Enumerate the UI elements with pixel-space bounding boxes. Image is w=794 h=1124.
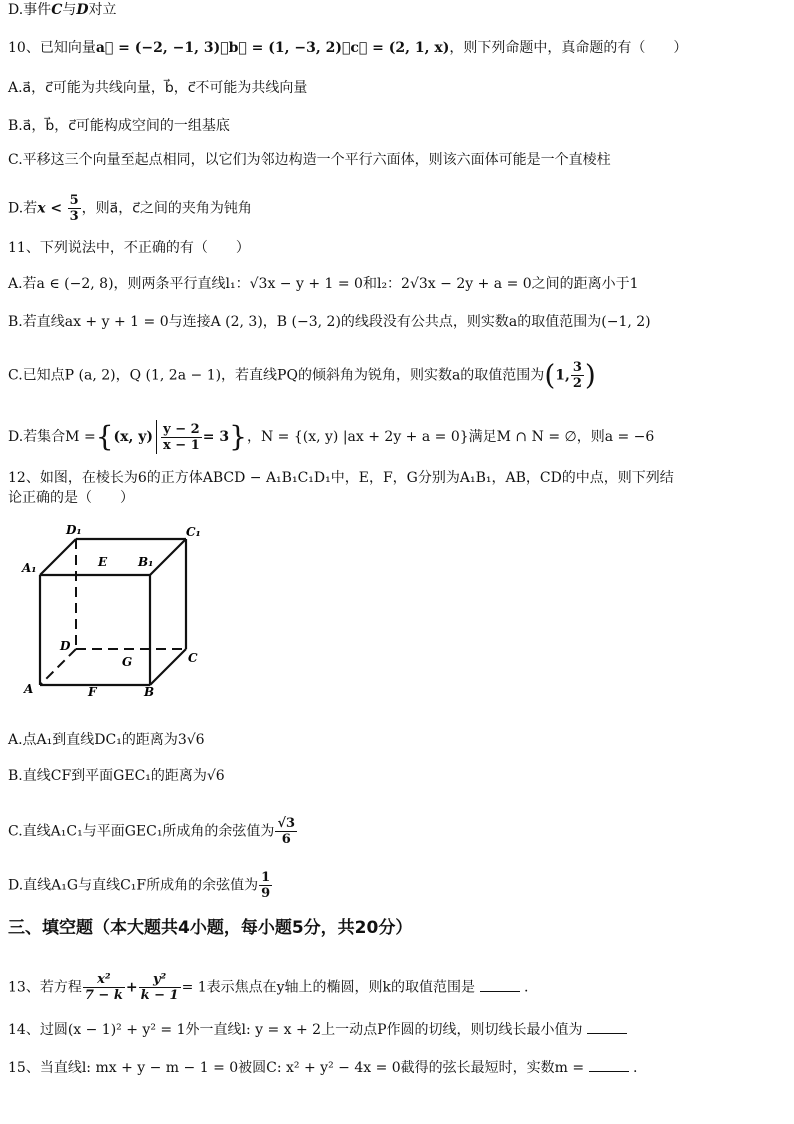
q15-text: 15、当直线l: mx + y − m − 1 = 0被圆C: x² + y² − 4x = 0截得的弦长最短时，实数m =: [8, 1060, 585, 1076]
label-e: E: [98, 555, 108, 569]
q13-prefix: 13、若方程: [8, 979, 82, 996]
label-c1: C₁: [186, 525, 201, 539]
q11c-fraction: [571, 360, 584, 391]
q12-option-b: B.直线CF到平面GEC₁的距离为√6: [8, 768, 225, 784]
q11d-eq: = 3: [202, 429, 230, 445]
q11d-set: (x, y): [113, 429, 154, 445]
q12-stem-line1: 12、如图，在棱长为6的正方体ABCD − A₁B₁C₁D₁中，E，F，G分别为A₁B₁，AB，CD的中点，则下列结: [8, 470, 674, 486]
q11-option-d: D.若集合M ={(x, y) $\frac{y - 2}{x - 1}$ = 3}，N = {(x, y) |ax + 2y + a = 0}满足M ∩ N = ∅，则a = −6: [8, 420, 655, 453]
q15-end: .: [633, 1060, 638, 1076]
label-d1: D₁: [66, 523, 82, 537]
q9d-mid: 与: [62, 2, 77, 18]
q13-d1: 7 − k: [84, 988, 123, 1003]
q11c-prefix: C.已知点P (a, 2)，Q (1, 2a − 1)，若直线PQ的倾斜角为锐角，则实数a的取值范围为: [8, 367, 545, 384]
q10-option-b: B.a⃗，b⃗，c⃗可能构成空间的一组基底: [8, 118, 230, 134]
q11d-fraction: [161, 422, 202, 453]
q9-option-d: [8, 0, 116, 20]
q13-frac2: [139, 972, 181, 1003]
q12c-prefix: C.直线A₁C₁与平面GEC₁所成角的余弦值为: [8, 823, 275, 840]
q12c-den: 6: [281, 832, 291, 847]
cube-figure: [10, 518, 210, 703]
q10-option-c: C.平移这三个向量至起点相同，以它们为邻边构造一个平行六面体，则该六面体可能是一个直棱柱: [8, 152, 611, 168]
q13-n1: x²: [83, 972, 125, 988]
q11c-den: 2: [572, 376, 582, 391]
q10d-num: 5: [69, 193, 79, 208]
q11-option-b: B.若直线ax + y + 1 = 0与连接A (2, 3)，B (−3, 2)的线段没有公共点，则实数a的取值范围为(−1, 2): [8, 314, 651, 330]
q9d-prefix: D.事件: [8, 2, 52, 18]
section-3-heading: 三、填空题（本大题共4小题，每小题5分，共20分）: [8, 918, 413, 938]
q12d-fraction: [259, 870, 272, 901]
label-d: D: [60, 639, 71, 653]
q12-option-d: [8, 870, 273, 901]
q10-option-a: A.a⃗，c⃗可能为共线向量，b⃗，c⃗不可能为共线向量: [8, 80, 308, 96]
q13-post: = 1表示焦点在y轴上的椭圆，则k的取值范围是: [181, 979, 476, 996]
q10d-post: ，则a⃗，c⃗之间的夹角为钝角: [81, 200, 252, 217]
q15-answer-blank[interactable]: [589, 1059, 629, 1072]
q13-plus: +: [125, 979, 138, 996]
q9d-suffix: 对立: [88, 2, 117, 18]
q13-end: .: [523, 979, 529, 996]
q10d-fraction: [68, 193, 81, 224]
label-b: B: [144, 685, 155, 699]
q10d-prefix: D.若: [8, 200, 38, 217]
q12d-prefix: D.直线A₁G与直线C₁F所成角的余弦值为: [8, 877, 259, 894]
q10-option-d: [8, 193, 252, 224]
q9d-event-d: D: [76, 2, 89, 18]
label-c: C: [188, 651, 198, 665]
label-g: G: [122, 655, 133, 669]
q11-stem: 11、下列说法中，不正确的有（ ）: [8, 240, 250, 256]
q12-option-c: [8, 816, 298, 847]
q14: [8, 1020, 627, 1040]
q12c-fraction: [275, 816, 297, 847]
q13-n2: y²: [139, 972, 181, 988]
q13-d2: k − 1: [140, 988, 179, 1003]
q12-option-a: A.点A₁到直线DC₁的距离为3√6: [8, 732, 205, 748]
q11-option-a: A.若a ∈ (−2, 8)，则两条平行直线l₁：√3x − y + 1 = 0和l₂：2√3x − 2y + a = 0之间的距离小于1: [8, 276, 639, 292]
q12c-num: √3: [277, 816, 296, 831]
q15: [8, 1058, 637, 1078]
q12d-den: 9: [261, 886, 271, 901]
q13: [8, 972, 528, 1003]
label-f: F: [88, 685, 97, 699]
label-b1: B₁: [138, 555, 154, 569]
q11d-post: ，N = {(x, y) |ax + 2y + a = 0}满足M ∩ N = ∅，则a = −6: [246, 429, 655, 445]
q10-tail: ，则下列命题中，真命题的有（ ）: [449, 40, 688, 56]
q14-answer-blank[interactable]: [587, 1021, 627, 1034]
q11c-num: 3: [572, 360, 582, 375]
label-a: A: [24, 682, 34, 696]
q13-answer-blank[interactable]: [480, 979, 520, 992]
q13-frac1: [83, 972, 125, 1003]
q11d-num: y − 2: [161, 422, 202, 438]
q9d-event-c: C: [51, 2, 63, 18]
q11-option-c: C.已知点P (a, 2)，Q (1, 2a − 1)，若直线PQ的倾斜角为锐角，则实数a的取值范围为(1, $\frac{3}{2}$ ): [8, 358, 596, 392]
q10d-ineq: x <: [37, 200, 63, 217]
q10-stem-text: 10、已知向量: [8, 40, 96, 56]
q11d-den: x − 1: [163, 437, 200, 453]
q12-stem-line2: 论正确的是（ ）: [8, 490, 134, 506]
q10-stem: [8, 38, 687, 58]
label-a1: A₁: [22, 561, 37, 575]
q10-vectors: a⃗ = (−2, −1, 3)，b⃗ = (1, −3, 2)，c⃗ = (2, 1, x): [95, 40, 450, 56]
q14-text: 14、过圆(x − 1)² + y² = 1外一直线l: y = x + 2上一动点P作圆的切线，则切线长最小值为: [8, 1022, 583, 1038]
q11d-prefix: D.若集合M =: [8, 429, 96, 445]
q12d-num: 1: [261, 870, 271, 885]
q11c-int-left: 1,: [555, 367, 570, 384]
q10d-den: 3: [69, 209, 79, 224]
